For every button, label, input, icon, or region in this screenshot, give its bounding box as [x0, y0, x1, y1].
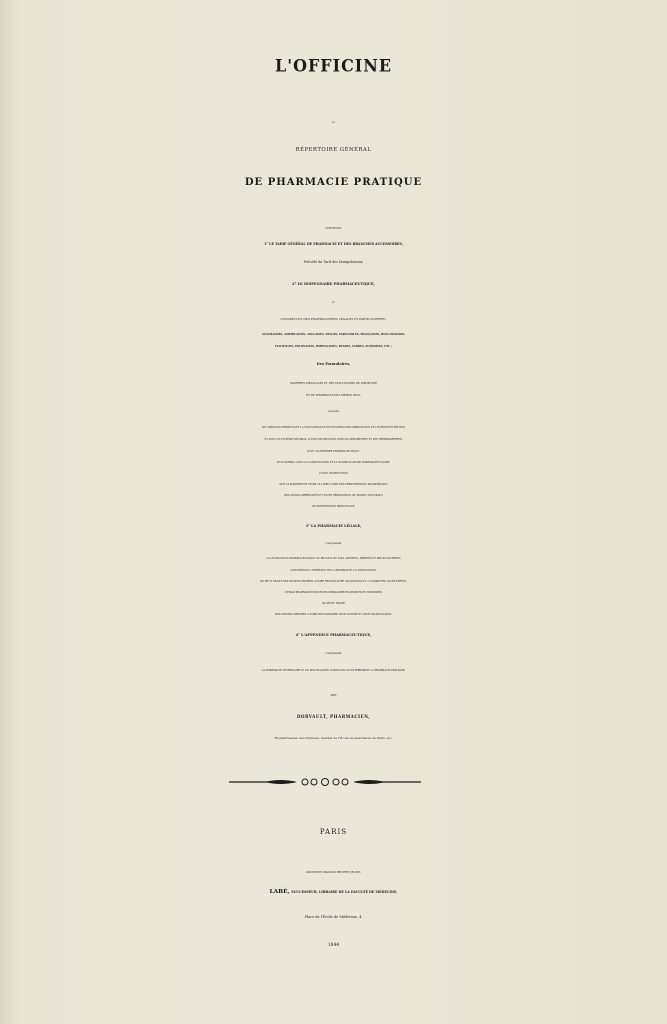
tableaux-line-5: D'UNE INSTRUCTION: [319, 472, 348, 475]
matieres-line-2: ET DE PHARMACIE DES MÊMES PAYS;: [306, 394, 361, 397]
section-1-heading: 1° LE TARIF GÉNÉRAL DE PHARMACIE ET DES BRANCHES ACCESSOIRES,: [264, 242, 403, 246]
tableaux-line-2: ET AVEC LE SYSTÈME DÉCIMAL; D'UNE INSTRUCTION SUR LES ARÉOMÈTRES ET LES THERMOMÈTRES;: [264, 438, 403, 441]
publisher-line: [0, 889, 667, 896]
ou-connector-2: OU: [331, 302, 336, 304]
conspectus-line: CONSPECTUS DES PHARMACOPÉES LÉGALES ET PARTICULIÈRES :: [280, 317, 387, 321]
tableaux-line-6: SUR LA MANIÈRE DE TENIR LE LIVRE-COPIE DES PRESCRIPTIONS MAGISTRALES;: [279, 483, 388, 486]
formulaires-heading: Des Formulaires,: [316, 362, 351, 366]
publisher-address: Place de l'École de Médecine, 4.: [304, 915, 363, 919]
tableaux-line-1: DE TABLEAUX PRÉSENTANT LA CONCORDANCE DES DIVERS POIDS MÉDICINAUX DE L'EUROPE ENTRE EUX: [262, 426, 405, 429]
precede-label: précédé: [328, 410, 339, 413]
contenant-label: CONTENANT: [325, 227, 342, 230]
legislation-line-2: CONCERNANT L'EXERCICE DE LA PHARMACIE; LA TOXICOLOGIE,: [290, 569, 377, 572]
tableaux-line-4: D'UN APERÇU SUR LA CLASSIFICATION ET LA NOMENCLATURE PHARMACEUTIQUES;: [276, 461, 391, 464]
par-label: PAR: [330, 693, 337, 697]
tableaux-line-7: DES SIGNES ABRÉVIATIFS ET D'UNE PROPOSITION DE SIGNES NOUVEAUX: [284, 494, 383, 497]
publisher-name: LABÉ,: [269, 888, 290, 895]
author-description: Ex-pharmacien des hôpitaux, lauréat de l'École de pharmacie de Paris, etc.: [274, 736, 393, 740]
publication-year: 1844: [327, 943, 340, 948]
nations-line-1: ALLEMANDES, AMÉRICAINES, ANGLAISES, BELGES, ESPAGNOLES, FRANÇAISES, HOLLANDAISES,: [261, 333, 406, 336]
subtitle-line-1: RÉPERTOIRE GÉNÉRAL: [295, 147, 372, 153]
appendice-line: LA PHARMACIE VÉTÉRINAIRE ET UN MISCELLANÉE D'ARTICLES QUI INTÉRESSENT LA PHARMACIE PRATIQUE;: [261, 669, 406, 672]
section-1-subline: Précédé du Tarif des Manipulations;: [303, 260, 364, 264]
legislation-line-5: OU PETIT TRAITÉ: [322, 602, 345, 605]
matieres-line-1: MATIÈRES MÉDICALES ET RECUEILS DIVERS DE MÉDECINE: [290, 382, 377, 385]
ornament-divider-icon: [225, 775, 425, 789]
author-name: DORVAULT, PHARMACIEN,: [296, 714, 371, 719]
legislation-line-1: LA LÉGISLATION PHARMACEUTIQUE OU RECUEIL DE LOIS, DÉCRETS, ARRÊTÉS ET PIÈCES DIVERSES: [266, 557, 401, 560]
book-title: L'OFFICINE: [274, 55, 392, 76]
city-name: PARIS: [319, 827, 348, 836]
tableaux-line-3: D'UN CALENDRIER PHARMACEUTIQUE;: [307, 450, 360, 453]
legislation-line-3: OU PETIT TRAITÉ DES MOYENS PROPRES A FAIRE RECONNAITRE LES POISONS ET A COMBATTRE LEURS EFFETS;: [260, 580, 407, 583]
section-3-heading: 3° LA PHARMACIE LÉGALE,: [305, 524, 362, 528]
nations-line-2: ITALIENNES, POLONAISES, PORTUGAISES, RUSSES, SARDES, SUÉDOISES, ETC.;: [275, 345, 392, 348]
tableaux-line-8: DE PONDÉRATION MÉDICINALE;: [311, 505, 356, 508]
legislation-line-6: DES MOYENS PROPRES A FAIRE RECONNAÎTRE LEUR NATURE ET LEUR FALSIFICATION;: [275, 613, 392, 616]
maison-line: ANCIENNE MAISON BÉCHET JEUNE,: [305, 870, 362, 874]
publisher-details: SUCCESSEUR, LIBRAIRE DE LA FACULTÉ DE MÉDECINE,: [291, 890, 398, 894]
comprenant-label-1: comprenant: [325, 542, 342, 545]
section-2-heading: 2° LE DISPENSAIRE PHARMACEUTIQUE,: [292, 282, 375, 286]
comprenant-label-2: comprenant: [325, 652, 342, 655]
legislation-line-4: L'ESSAI PHARMACEUTIQUE DES MÉDICAMENTS SIMPLES ET COMPOSÉS,: [284, 591, 383, 594]
section-4-heading: 4° L'APPENDICE PHARMACEUTIQUE,: [295, 633, 372, 637]
ou-connector: OU: [331, 122, 336, 124]
subtitle-line-2: DE PHARMACIE PRATIQUE: [244, 177, 423, 188]
